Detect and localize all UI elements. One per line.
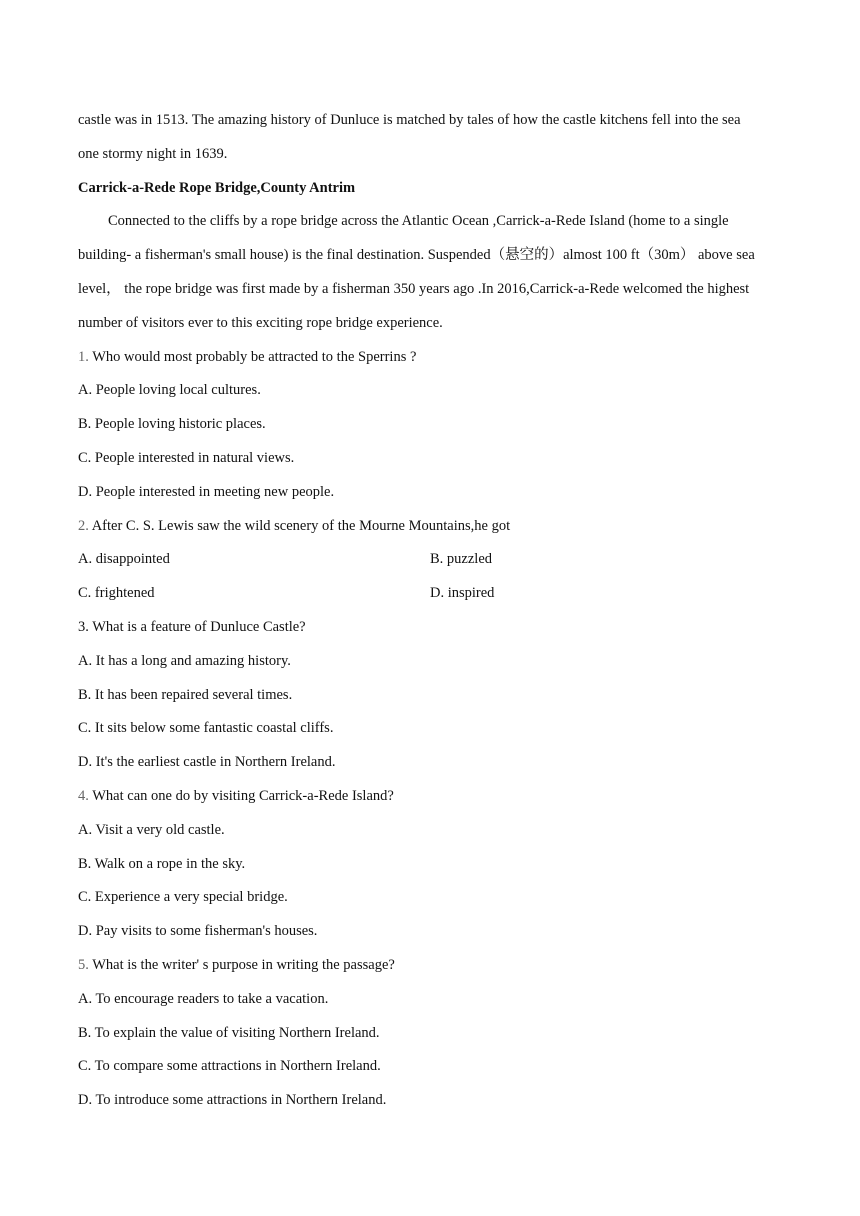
section-heading: Carrick-a-Rede Rope Bridge,County Antrim (78, 179, 356, 196)
question-1 (78, 341, 788, 375)
question-text: What can one do by visiting Carrick-a-Rede Island? (88, 787, 394, 804)
option-c: C. Experience a very special bridge. (78, 889, 288, 906)
option-b: B. People loving historic places. (78, 416, 266, 433)
option-row (78, 543, 788, 577)
question-number: 3. (78, 618, 89, 635)
question-number: 5. (78, 956, 89, 973)
passage-line: one stormy night in 1639. (78, 145, 228, 162)
option-a: A. To encourage readers to take a vacation. (78, 990, 329, 1007)
option-d: D. To introduce some attractions in Northern Ireland. (78, 1092, 387, 1109)
question-number: 4. (78, 787, 89, 804)
passage-line: Connected to the cliffs by a rope bridge across the Atlantic Ocean ,Carrick-a-Rede Island (home to a single (108, 213, 729, 230)
option-a: A. It has a long and amazing history. (78, 652, 291, 669)
option-b: B. It has been repaired several times. (78, 686, 293, 703)
question-text: After C. S. Lewis saw the wild scenery of the Mourne Mountains,he got (88, 517, 511, 534)
passage-line: castle was in 1513. The amazing history of Dunluce is matched by tales of how the castle kitchens fell into the sea (78, 112, 741, 128)
option-d: D. Pay visits to some fisherman's houses. (78, 923, 318, 940)
option-d: D. People interested in meeting new people. (78, 483, 335, 500)
option-a: A. disappointed (78, 551, 170, 568)
question-5 (78, 949, 788, 983)
option-row (78, 577, 788, 611)
question-number: 1. (78, 348, 89, 365)
question-text: What is a feature of Dunluce Castle? (88, 618, 306, 635)
question-number: 2. (78, 517, 89, 534)
option-d: D. It's the earliest castle in Northern Ireland. (78, 754, 336, 771)
document-page (78, 104, 788, 1118)
option-d: D. inspired (430, 585, 495, 602)
option-c: C. To compare some attractions in Northern Ireland. (78, 1058, 381, 1075)
question-text: What is the writer' s purpose in writing the passage? (88, 956, 395, 973)
question-text: Who would most probably be attracted to the Sperrins ? (88, 348, 417, 365)
question-2 (78, 510, 788, 544)
option-c: C. frightened (78, 585, 155, 602)
option-b: B. To explain the value of visiting Northern Ireland. (78, 1024, 380, 1041)
option-c: C. People interested in natural views. (78, 449, 295, 466)
question-4 (78, 780, 788, 814)
option-b: B. Walk on a rope in the sky. (78, 855, 246, 872)
question-3 (78, 611, 788, 645)
option-b: B. puzzled (430, 551, 493, 568)
option-a: A. Visit a very old castle. (78, 821, 225, 838)
option-c: C. It sits below some fantastic coastal cliffs. (78, 720, 334, 737)
passage-line: level， the rope bridge was first made by a fisherman 350 years ago .In 2016,Carrick-a-Rede welcomed the highest (78, 280, 750, 297)
passage-line: building- a fisherman's small house) is the final destination. Suspended（悬空的）almost 100 ft（30m） above sea (78, 247, 755, 264)
passage-line: number of visitors ever to this exciting rope bridge experience. (78, 314, 443, 331)
option-a: A. People loving local cultures. (78, 382, 261, 399)
